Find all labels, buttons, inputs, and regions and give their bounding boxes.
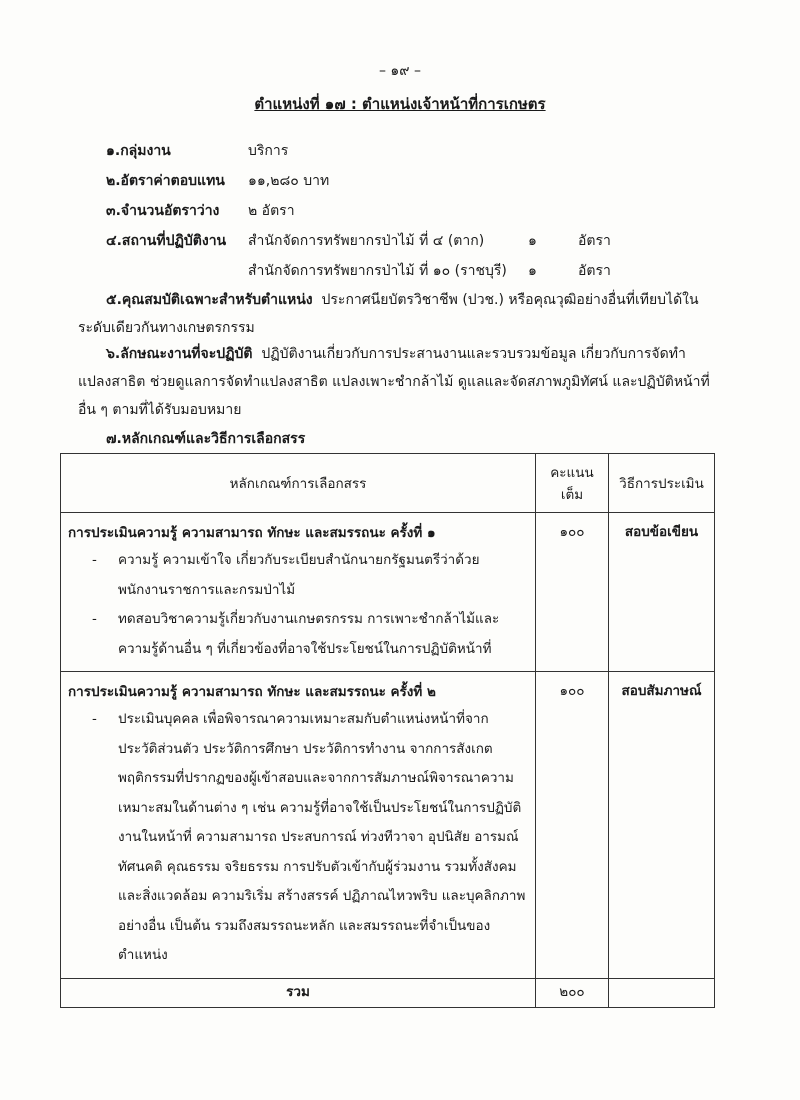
method-cell: สอบสัมภาษณ์ — [609, 672, 715, 979]
method-cell: สอบข้อเขียน — [609, 513, 715, 672]
selection-criteria-table — [60, 453, 715, 1008]
score-cell: ๑๐๐ — [536, 672, 609, 979]
criteria-cell — [61, 672, 536, 979]
total-label: รวม — [61, 978, 536, 1007]
header-criteria: หลักเกณฑ์การเลือกสรร — [61, 454, 536, 513]
score-cell: ๑๐๐ — [536, 513, 609, 672]
criteria-cell — [61, 513, 536, 672]
qualifications-paragraph — [78, 286, 718, 342]
table-header-row — [61, 454, 715, 513]
header-score: คะแนนเต็ม — [536, 454, 609, 513]
field-value-salary: ๑๑,๒๘๐ บาท — [248, 173, 330, 189]
workplace-office-2: สำนักจัดการทรัพยากรป่าไม้ ที่ ๑๐ (ราชบุรี) — [248, 263, 507, 279]
criteria-list — [62, 705, 534, 977]
duties-paragraph — [78, 340, 718, 424]
selection-heading: ๗.หลักเกณฑ์และวิธีการเลือกสรร — [106, 431, 306, 447]
workplace-unit-2: อัตรา — [578, 263, 611, 279]
field-value-group: บริการ — [248, 143, 289, 159]
duties-text: ปฏิบัติงานเกี่ยวกับการประสานงานและรวบรวมข้อมูล เกี่ยวกับการจัดทำแปลงสาธิต ช่วยดูแลการจัดทำแปลงสาธิต แปลงเพาะชำกล้าไม้ ดูแลและจัดสภาพภูมิทัศน์ และปฏิบัติหน้าที่อื่น ๆ ตามที่ได้รับมอบหมาย — [78, 346, 710, 418]
workplace-count-2: ๑ — [528, 263, 537, 279]
workplace-count-1: ๑ — [528, 233, 537, 249]
page-title — [0, 92, 800, 116]
field-value-vacancies: ๒ อัตรา — [248, 203, 295, 219]
section-title: การประเมินความรู้ ความสามารถ ทักษะ และสมรรถนะ ครั้งที่ ๑ — [68, 525, 436, 541]
field-label-vacancies: ๓.จำนวนอัตราว่าง — [106, 203, 220, 219]
duties-label: ๖.ลักษณะงานที่จะปฏิบัติ — [106, 346, 253, 362]
section-title: การประเมินความรู้ ความสามารถ ทักษะ และสมรรถนะ ครั้งที่ ๒ — [68, 684, 436, 700]
page-number: – ๑๙ – — [378, 63, 422, 79]
qualifications-label: ๕.คุณสมบัติเฉพาะสำหรับตำแหน่ง — [106, 292, 313, 308]
field-label-salary: ๒.อัตราค่าตอบแทน — [106, 173, 225, 189]
list-item: - ประเมินบุคคล เพื่อพิจารณาความเหมาะสมกับตำแหน่งหน้าที่จากประวัติส่วนตัว ประวัติการศึกษา ประวัติการทำงาน จากการสังเกตพฤติกรรมที่ปรากฏของผู้เข้าสอบและจากการสัมภาษณ์พิจารณาความเหมาะสมในด้านต่าง ๆ เช่น ความรู้ที่อาจใช้เป็นประโยชน์ในการปฏิบัติงานในหน้าที่ ความสามารถ ประสบการณ์ ท่วงทีวาจา อุปนิสัย อารมณ์ ทัศนคติ คุณธรรม จริยธรรม การปรับตัวเข้ากับผู้ร่วมงาน รวมทั้งสังคม และสิ่งแวดล้อม ความริเริ่ม สร้างสรรค์ ปฏิภาณไหวพริบ และบุคลิกภาพอย่างอื่น เป็นต้น รวมถึงสมรรถนะหลัก และสมรรถนะที่จำเป็นของตำแหน่ง — [92, 705, 528, 971]
table-row — [61, 672, 715, 979]
total-row — [61, 978, 715, 1007]
table-row — [61, 513, 715, 672]
field-label-group: ๑.กลุ่มงาน — [106, 143, 171, 159]
total-method-empty — [609, 978, 715, 1007]
position-heading: ตำแหน่งที่ ๑๗ : ตำแหน่งเจ้าหน้าที่การเกษตร — [254, 95, 546, 113]
total-score: ๒๐๐ — [536, 978, 609, 1007]
workplace-office-1: สำนักจัดการทรัพยากรป่าไม้ ที่ ๔ (ตาก) — [248, 233, 485, 249]
criteria-list — [62, 546, 534, 670]
workplace-unit-1: อัตรา — [578, 233, 611, 249]
list-item: - ความรู้ ความเข้าใจ เกี่ยวกับระเบียบสำนักนายกรัฐมนตรีว่าด้วยพนักงานราชการและกรมป่าไม้ — [92, 546, 528, 605]
list-item: - ทดสอบวิชาความรู้เกี่ยวกับงานเกษตรกรรม การเพาะชำกล้าไม้และความรู้ด้านอื่น ๆ ที่เกี่ยวข้องที่อาจใช้ประโยชน์ในการปฏิบัติหน้าที่ — [92, 605, 528, 664]
header-method: วิธีการประเมิน — [609, 454, 715, 513]
qualifications-text: ประกาศนียบัตรวิชาชีพ (ปวช.) หรือคุณวุฒิอย่างอื่นที่เทียบได้ในระดับเดียวกันทางเกษตรกรรม — [78, 292, 699, 336]
field-label-workplace: ๔.สถานที่ปฏิบัติงาน — [106, 233, 227, 249]
